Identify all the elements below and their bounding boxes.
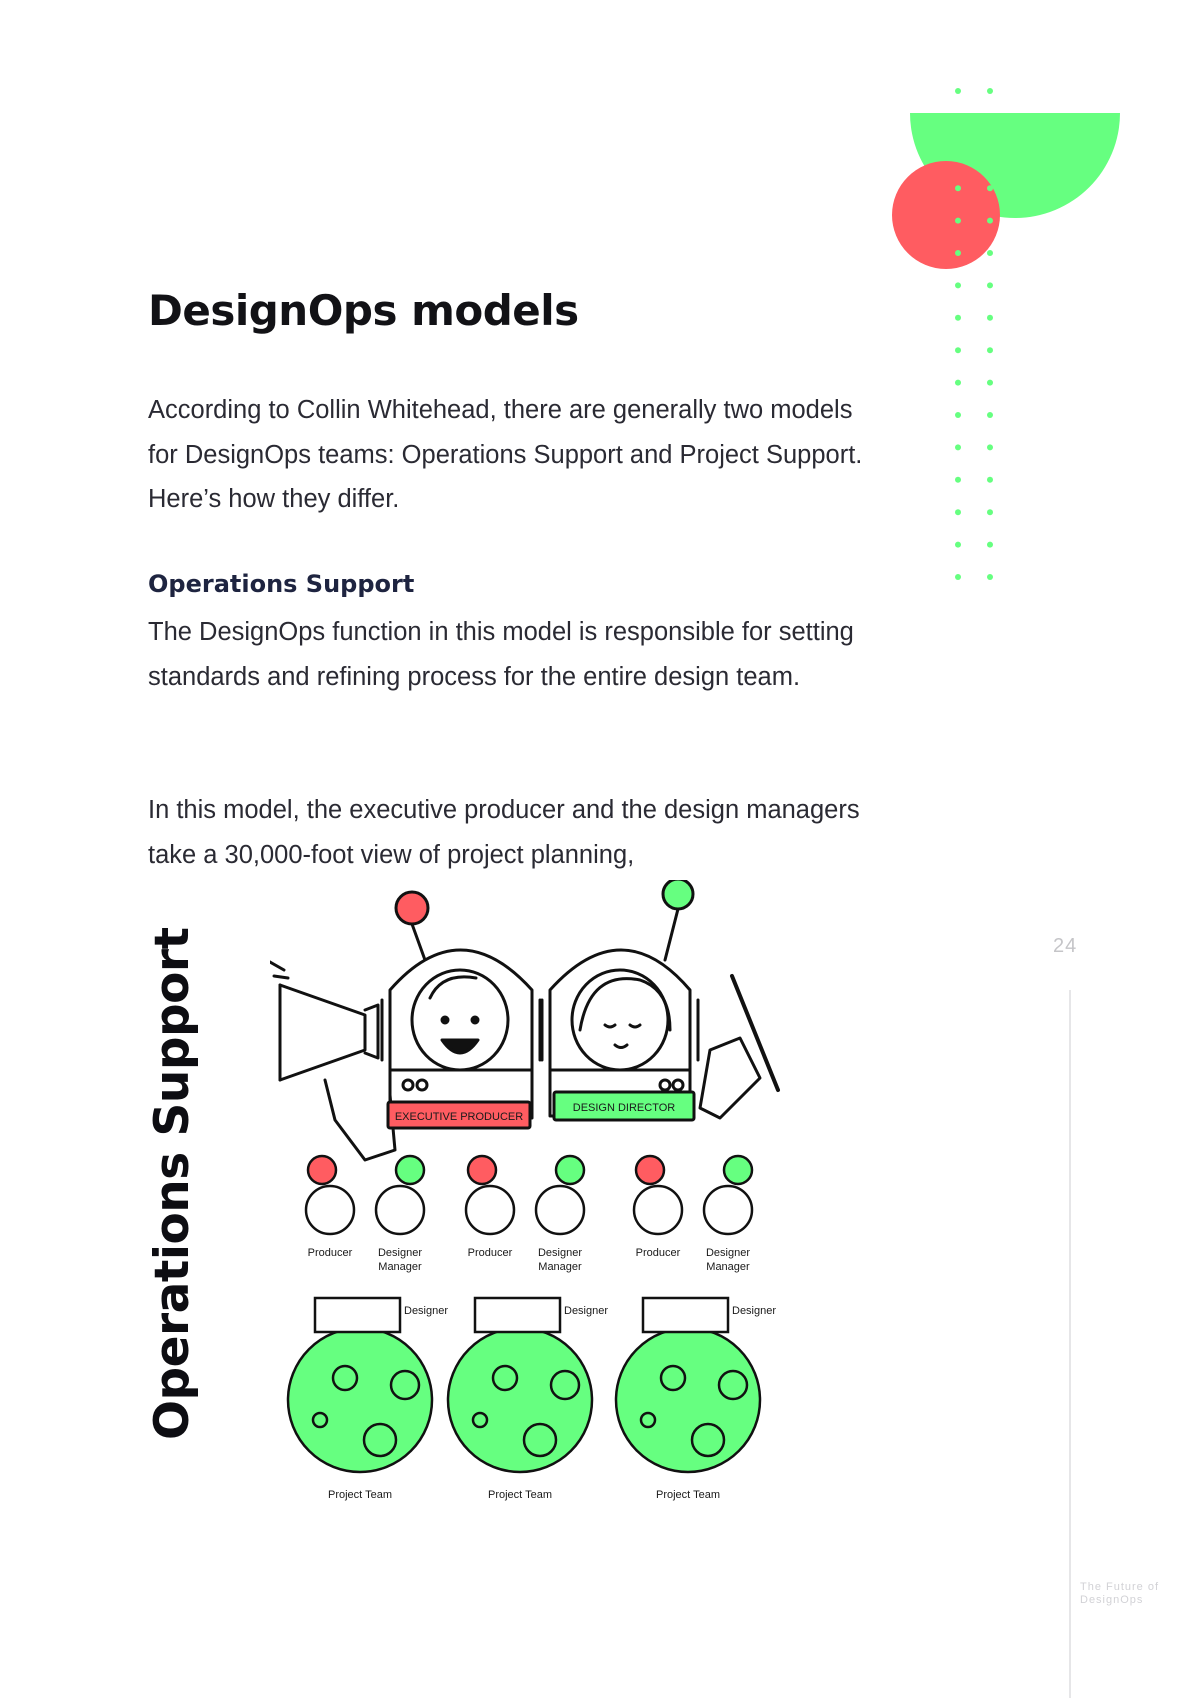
dot [955, 88, 961, 94]
manager-antenna-green [396, 1156, 424, 1184]
producer-label: Producer [467, 1247, 513, 1259]
dot [955, 153, 961, 159]
margin-rule [1069, 990, 1071, 1698]
dot [987, 120, 993, 126]
section-paragraph-2: In this model, the executive producer and the design managers take a 30,000-foot view of project planning, [148, 796, 860, 869]
dot [987, 218, 993, 224]
dot [955, 477, 961, 483]
dot [955, 347, 961, 353]
project-team-label: Project Team [656, 1489, 720, 1501]
dot [987, 250, 993, 256]
dot [955, 380, 961, 386]
dot [955, 574, 961, 580]
dot [955, 542, 961, 548]
manager-label-line1: Designer [705, 1247, 751, 1259]
section-paragraph-1: The DesignOps function in this model is responsible for setting standards and refining process for the entire design team. [148, 618, 854, 691]
dot [987, 282, 993, 288]
footer-title: The Future of DesignOps [1080, 1581, 1160, 1606]
antenna-ball-red [396, 892, 428, 924]
page-number: 24 [1053, 935, 1078, 957]
section-heading: Operations Support [148, 570, 415, 598]
intro-paragraph: According to Collin Whitehead, there are generally two models for DesignOps teams: Operations Support and Project Support. Here’s how they differ. [148, 396, 863, 513]
group-3 [616, 1156, 776, 1501]
red-circle [892, 161, 1000, 269]
group-1 [288, 1156, 448, 1501]
decorative-shapes [890, 85, 1130, 605]
dot [987, 347, 993, 353]
dot [955, 412, 961, 418]
antenna-ball-green [663, 880, 693, 909]
dot [987, 477, 993, 483]
dot [987, 315, 993, 321]
dot [987, 444, 993, 450]
dot [955, 509, 961, 515]
dot [987, 412, 993, 418]
dot [987, 380, 993, 386]
project-team-label: Project Team [328, 1489, 392, 1501]
producer-helmet [306, 1186, 354, 1234]
project-team-planet [288, 1328, 432, 1472]
manager-label-line1: Designer [377, 1247, 423, 1259]
producer-antenna-red [308, 1156, 336, 1184]
dot [955, 250, 961, 256]
group-2 [448, 1156, 608, 1501]
dot [987, 185, 993, 191]
producer-label: Producer [635, 1247, 681, 1259]
project-team-label: Project Team [488, 1489, 552, 1501]
dot [987, 574, 993, 580]
dot [987, 153, 993, 159]
manager-label-line2: Manager [378, 1261, 422, 1273]
manager-label-line2: Manager [706, 1261, 750, 1273]
dot [987, 542, 993, 548]
designer-label: Designer [564, 1305, 609, 1317]
page-title: DesignOps models [148, 286, 579, 335]
manager-helmet [376, 1186, 424, 1234]
designer-figures [315, 1298, 400, 1332]
dot [955, 282, 961, 288]
dot [955, 185, 961, 191]
design-director-astronaut [542, 880, 698, 1120]
operations-support-illustration [270, 880, 830, 1520]
manager-label-line2: Manager [538, 1261, 582, 1273]
dot [955, 444, 961, 450]
dot [955, 315, 961, 321]
executive-producer-astronaut [382, 892, 540, 1128]
dot [987, 509, 993, 515]
badge-executive-producer-label: EXECUTIVE PRODUCER [394, 1111, 524, 1123]
designer-label: Designer [404, 1305, 449, 1317]
producer-label: Producer [307, 1247, 353, 1259]
dot [955, 120, 961, 126]
megaphone-icon [270, 962, 395, 1160]
dot [955, 218, 961, 224]
badge-design-director-label: DESIGN DIRECTOR [572, 1102, 676, 1114]
pencil-icon [700, 976, 778, 1118]
manager-label-line1: Designer [537, 1247, 583, 1259]
dot [987, 88, 993, 94]
designer-label: Designer [732, 1305, 777, 1317]
side-heading: Operations Support [145, 927, 200, 1440]
